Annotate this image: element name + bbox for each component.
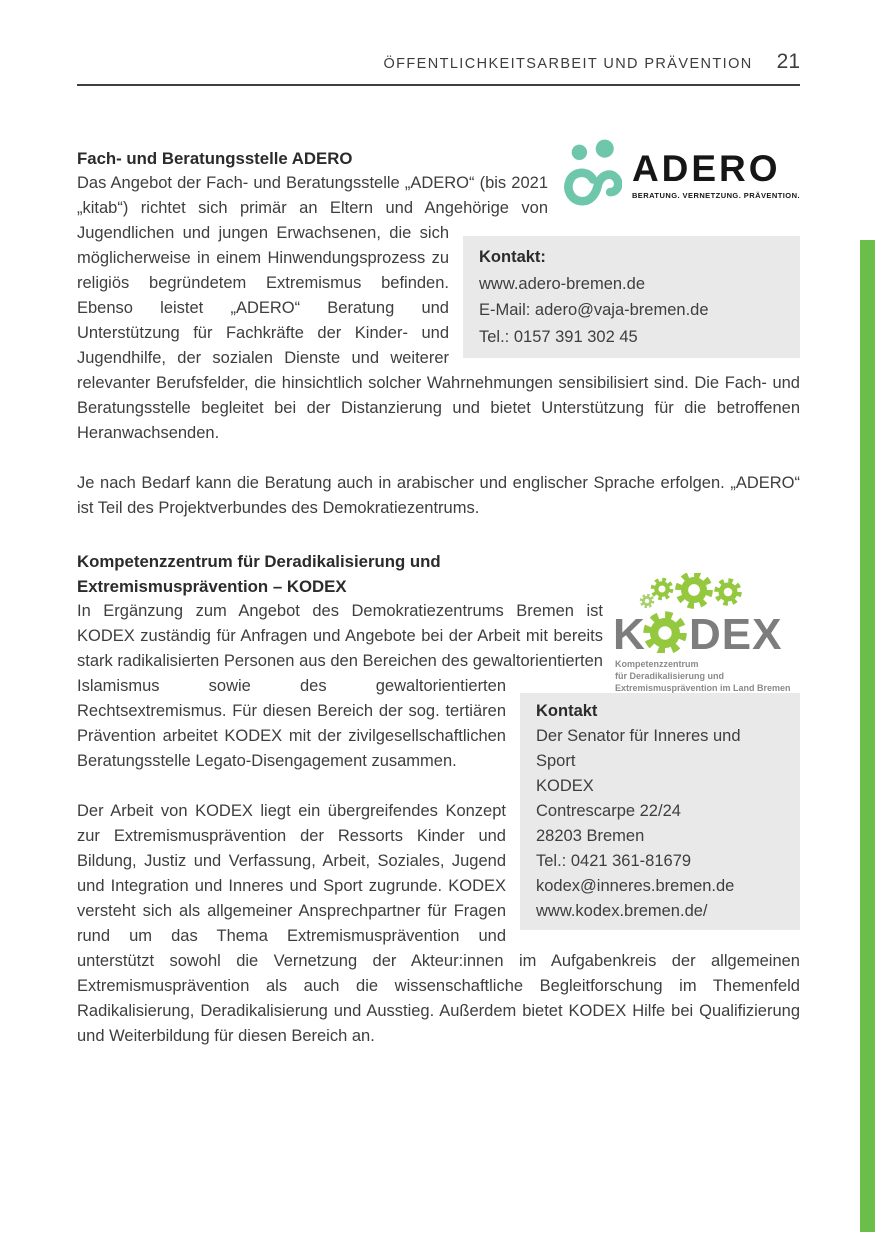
kodex-tagline-line3: Extremismusprävention im Land Bremen: [615, 683, 791, 693]
adero-contact-website: www.adero-bremen.de: [479, 274, 645, 293]
kodex-word-k: K: [615, 610, 645, 653]
running-header: [77, 50, 800, 74]
kodex-contact-label: Kontakt: [536, 702, 598, 720]
adero-logo-tagline: BERATUNG. VERNETZUNG. PRÄVENTION.: [631, 190, 800, 200]
adero-paragraph-1: Das Angebot der Fach- und Beratungsstelle „ADERO“ (bis 2021 „kitab“) richtet sich primär an Eltern und Angehörige von Jugendlichen und jungen Erwachsenen, die sich möglicherweise in einem Hinwendungsprozess zu religiös begründetem Extremismus befinden. Ebenso leistet „ADERO“ Beratung und Unterstützung für Fachkräfte der Kinder- und Jugendhilfe, der sozialen Dienste und weiterer relevanter Berufsfelder, die hinsichtlich solcher Wahrnehmungen sensibilisiert sind. Die Fach- und Beratungsstelle begleitet bei der Distanzierung und bietet Unterstützung für die betroffenen Heranwachsenden.: [77, 174, 800, 442]
kodex-gears-icon: [615, 573, 800, 653]
kodex-paragraph-2: Der Arbeit von KODEX liegt ein übergreifendes Konzept zur Extremismusprävention der Ressorts Kinder und Bildung, Justiz und Verfassung, Arbeit, Soziales, Jugend und Integration und Inneres und Sport zugrunde. KODEX versteht sich als allgemeiner Ansprechpartner für Fragen rund um das Thema Extremismusprävention und unterstützt sowohl die Vernetzung der Akteur:innen im Aufgabenkreis der allgemeinen Extremismusprävention als auch die wissenschaftliche Begleitforschung im Themenfeld Radikalisierung, Deradikalisierung und Ausstieg. Außerdem bietet KODEX Hilfe bei Qualifizierung und Weiterbildung für diesen Bereich an.: [77, 802, 800, 1045]
section-adero: [77, 146, 800, 521]
kodex-contact-box: [520, 693, 800, 930]
adero-wordmark: [632, 149, 800, 200]
kodex-paragraph-1: In Ergänzung zum Angebot des Demokratiezentrums Bremen ist KODEX zuständig für Anfragen und Angebote bei der Arbeit mit bereits stark radikalisierten Personen aus den Bereichen des gewaltorientierten Islamismus sowie des gewaltorientierten Rechtsextremismus. Für diesen Bereich der sog. tertiären Prävention arbeitet KODEX mit der zivilgesellschaftlichen Beratungsstelle Legato-Disengagement zusammen.: [77, 602, 603, 770]
kodex-word-dex: DEX: [689, 610, 783, 653]
adero-contact-email: E-Mail: adero@vaja-bremen.de: [479, 301, 709, 319]
kodex-contact-website: www.kodex.bremen.de/: [536, 902, 708, 920]
kodex-contact-city: 28203 Bremen: [536, 827, 645, 845]
kodex-contact-org: Der Senator für Inneres und Sport: [536, 727, 741, 770]
kodex-heading-line1: Kompetenzzentrum für Deradikalisierung und: [77, 552, 441, 571]
kodex-tagline-line2: für Deradikalisierung und: [615, 671, 725, 681]
adero-heading: Fach- und Beratungsstelle ADERO: [77, 149, 353, 168]
accent-bar: [860, 240, 875, 1232]
kodex-contact-street: Contrescarpe 22/24: [536, 802, 681, 820]
kodex-contact-email: kodex@inneres.bremen.de: [536, 877, 735, 895]
kodex-contact-phone: Tel.: 0421 361-81679: [536, 852, 692, 870]
adero-logo: [564, 134, 800, 214]
kodex-tagline-line1: Kompetenzzentrum: [615, 659, 699, 669]
running-header-title: ÖFFENTLICHKEITSARBEIT UND PRÄVENTION: [383, 56, 753, 72]
page-content: [77, 50, 800, 1049]
page-number: 21: [776, 50, 800, 73]
kodex-contact-name: KODEX: [536, 777, 594, 795]
adero-contact-phone: Tel.: 0157 391 302 45: [479, 327, 638, 346]
adero-paragraph-2: Je nach Bedarf kann die Beratung auch in arabischer und englischer Sprache erfolgen. „ADERO“ ist Teil des Projektverbundes des Demokratiezentrums.: [77, 474, 800, 517]
section-kodex: [77, 549, 800, 1049]
adero-infinity-icon: [564, 137, 622, 211]
header-rule: [77, 84, 800, 86]
adero-wordmark-text: ADERO: [631, 147, 781, 189]
kodex-logo: [615, 573, 800, 693]
adero-contact-box: [463, 236, 800, 358]
adero-contact-label: Kontakt:: [479, 248, 546, 266]
kodex-heading-line2: Extremismusprävention – KODEX: [77, 577, 347, 596]
